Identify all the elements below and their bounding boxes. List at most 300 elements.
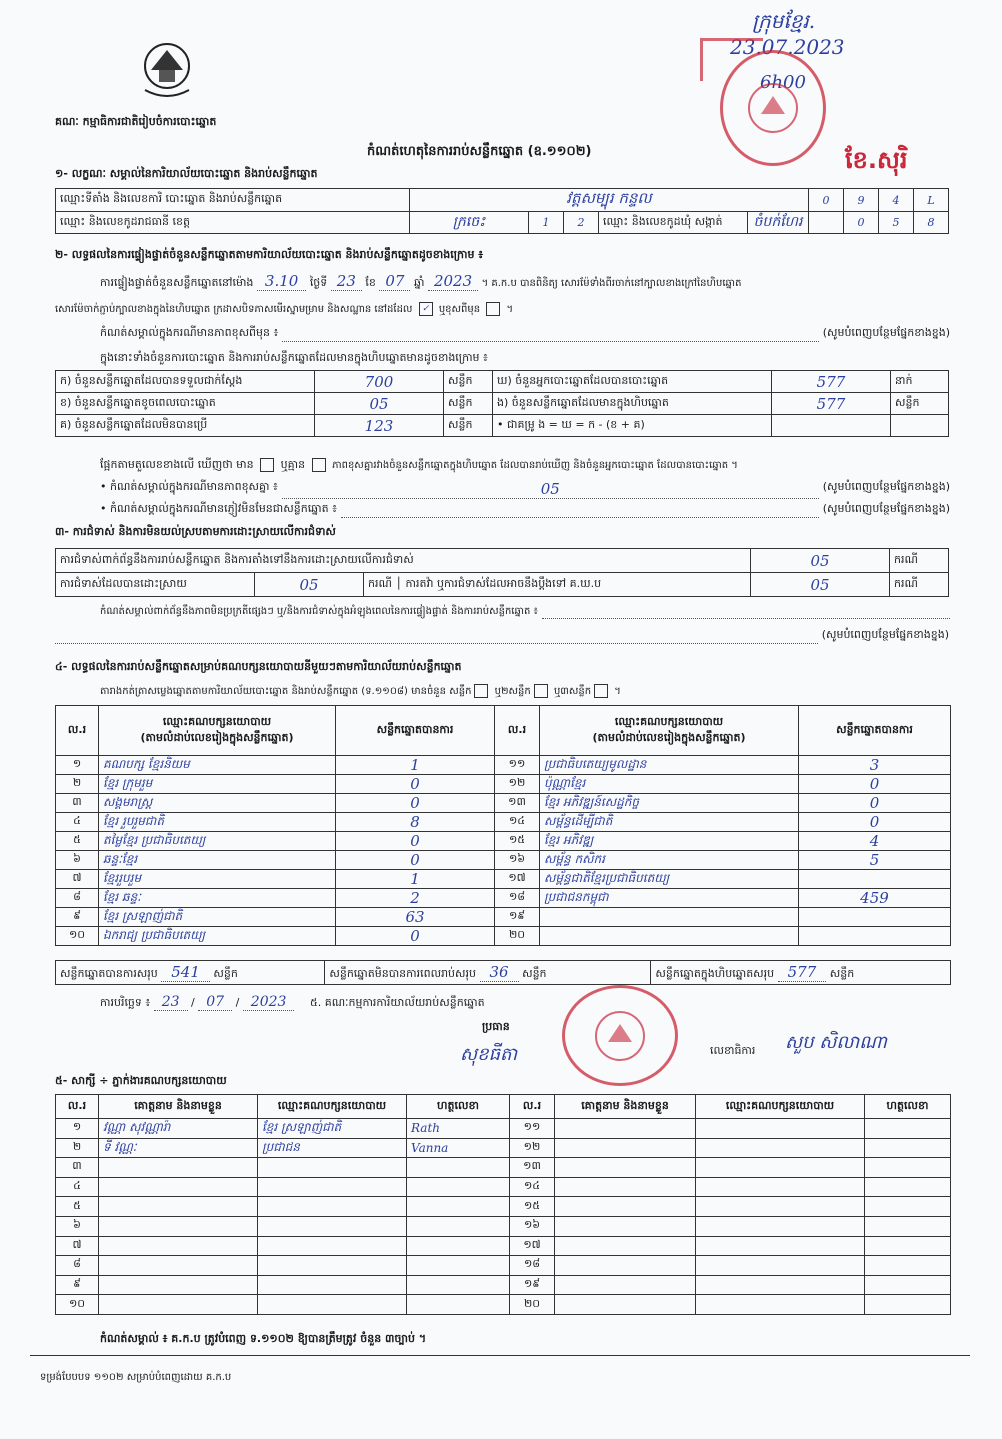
witness-row bbox=[56, 1295, 951, 1315]
sheet-checkbox-2[interactable] bbox=[534, 684, 548, 698]
verify-day: 23 bbox=[331, 272, 362, 291]
results-no: ៥ bbox=[56, 832, 99, 851]
results-votes: 5 bbox=[799, 851, 951, 870]
results-party: គណបក្ស ខ្មែរនិយម bbox=[99, 756, 336, 775]
witness-sign bbox=[407, 1158, 510, 1178]
results-votes: 0 bbox=[336, 794, 495, 813]
appeal-text: ការតវ៉ា ឬការជំទាស់ដែលអាចនឹងប្តឹងទៅ គ.ឃ.ប bbox=[405, 576, 602, 590]
results-row bbox=[56, 813, 951, 832]
results-col-party-title: ឈ្មោះគណបក្សនយោបាយ bbox=[162, 714, 272, 728]
witness-party bbox=[696, 1197, 865, 1217]
objection-value: 05 bbox=[751, 549, 890, 573]
results-votes: 0 bbox=[336, 775, 495, 794]
results-votes: 0 bbox=[336, 927, 495, 946]
witness-col-sign-right: ហត្ថលេខា bbox=[865, 1095, 951, 1119]
results-party: ខ្មែរ រួបរួមជាតិ bbox=[99, 813, 336, 832]
emblem-icon bbox=[137, 40, 197, 104]
witness-col-name-right: គោត្តនាម និងនាមខ្លួន bbox=[555, 1095, 696, 1119]
witness-sign: Rath bbox=[407, 1119, 510, 1139]
count-left-label: ក) ចំនួនសន្លឹកឆ្នោតដែលបានទទួលជាក់ស្តែង bbox=[56, 371, 315, 393]
witness-party bbox=[696, 1177, 865, 1197]
witness-sign bbox=[407, 1275, 510, 1295]
section5-heading: ៥- សាក្សី ÷ ភ្នាក់ងារគណបក្សនយោបាយ bbox=[55, 1074, 227, 1087]
chair-name: សុខធីតា bbox=[460, 1044, 518, 1065]
witness-party bbox=[258, 1295, 407, 1315]
witness-party bbox=[696, 1256, 865, 1276]
total-invalid: 36 bbox=[480, 963, 519, 982]
witness-col-party-right: ឈ្មោះគណបក្សនយោបាយ bbox=[696, 1095, 865, 1119]
count-right-label: • ជាគម្រូ ង = ឃ = ក - (ខ + គ) bbox=[493, 415, 772, 437]
results-col-votes-right: សន្លឹកឆ្នោតបានការ bbox=[799, 706, 951, 756]
section5-note: កំណត់សម្គាល់ ៖ គ.ក.ប ត្រូវបំពេញ ទ.១១០២ ឱ្យបានត្រឹមត្រូវ ចំនួន ៣ច្បាប់ ។ bbox=[100, 1332, 427, 1345]
witness-sign bbox=[865, 1138, 951, 1158]
results-no: ១០ bbox=[56, 927, 99, 946]
receipt-date: 23.07.2023 bbox=[730, 35, 845, 59]
witness-no: ១ bbox=[56, 1119, 99, 1139]
results-row bbox=[56, 927, 951, 946]
check-row bbox=[100, 458, 738, 474]
results-party: ប្រជាជនកម្ពុជា bbox=[540, 889, 799, 908]
results-party bbox=[540, 927, 799, 946]
witness-party bbox=[258, 1216, 407, 1236]
section4-intro: តារាងកត់ត្រាសម្លេងឆ្នោតតាមការិយាល័យបោះឆ្នោត និងរាប់សន្លឹកឆ្នោត (ទ.១១០៨) មានចំនួន bbox=[100, 686, 447, 697]
results-row bbox=[56, 851, 951, 870]
results-votes: 63 bbox=[336, 908, 495, 927]
province-value: ក្រចេះ bbox=[410, 212, 529, 234]
results-votes: 0 bbox=[799, 794, 951, 813]
results-party: ខ្មែររួបរួម bbox=[99, 870, 336, 889]
verify-month: 07 bbox=[379, 272, 410, 291]
total-valid-unit: សន្លឹក bbox=[213, 966, 238, 980]
results-col-party-sub-right: (តាមលំដាប់លេខរៀងក្នុងសន្លឹកឆ្នោត) bbox=[592, 730, 746, 744]
results-col-no-right: ល.រ bbox=[495, 706, 540, 756]
count-right-unit: សន្លឹក bbox=[891, 393, 949, 415]
witness-no: ១៨ bbox=[510, 1256, 555, 1276]
results-votes: 3 bbox=[799, 756, 951, 775]
witness-name bbox=[555, 1236, 696, 1256]
verify-line bbox=[100, 272, 741, 292]
results-no: ១៤ bbox=[495, 813, 540, 832]
witness-row bbox=[56, 1236, 951, 1256]
results-votes: 0 bbox=[799, 813, 951, 832]
signed-month: 07 bbox=[198, 994, 232, 1011]
witness-name bbox=[555, 1216, 696, 1236]
witness-no: ១៤ bbox=[510, 1177, 555, 1197]
check-same-label: ឬគ្មាន bbox=[280, 458, 306, 471]
count-left-unit: សន្លឹក bbox=[444, 415, 493, 437]
section3-note-hint: (សូមបំពេញបន្ថែមផ្នែកខាងខ្នង) bbox=[821, 628, 949, 641]
results-party: សម្ព័ន្ធដើម្បីជាតិ bbox=[540, 813, 799, 832]
witness-row bbox=[56, 1158, 951, 1178]
results-party: ឆន្ទៈខ្មែរ bbox=[99, 851, 336, 870]
total-invalid-cell bbox=[325, 961, 651, 985]
witness-party bbox=[258, 1158, 407, 1178]
witness-name bbox=[555, 1256, 696, 1276]
witness-no: ១៦ bbox=[510, 1216, 555, 1236]
section3-heading: ៣- ការជំទាស់ និងការមិនយល់ស្របតាមការដោះស្រាយលើការជំទាស់ bbox=[55, 525, 336, 538]
form-title: កំណត់ហេតុនៃការរាប់សន្លឹកឆ្នោត (ឧ.១១០២) bbox=[367, 144, 592, 159]
results-party: សង្គមរាស្ត្រ bbox=[99, 794, 336, 813]
appeal-value: 05 bbox=[751, 573, 890, 597]
witness-row bbox=[56, 1256, 951, 1276]
signed-committee: ៥. គណៈកម្មការការិយាល័យរាប់សន្លឹកឆ្នោត bbox=[309, 996, 485, 1009]
witness-no: ៣ bbox=[56, 1158, 99, 1178]
appeal-unit: ករណី bbox=[890, 573, 949, 597]
witness-row bbox=[56, 1138, 951, 1158]
results-col-no: ល.រ bbox=[56, 706, 99, 756]
province-digit: 1 bbox=[529, 212, 564, 234]
results-party: ប្រជាធិបតេយ្យមូលដ្ឋាន bbox=[540, 756, 799, 775]
witness-party bbox=[258, 1256, 407, 1276]
witness-no: ៨ bbox=[56, 1256, 99, 1276]
sheet-opt3: ឬ៣សន្លឹក bbox=[553, 686, 592, 697]
witness-name bbox=[99, 1177, 258, 1197]
results-votes: 0 bbox=[336, 851, 495, 870]
witness-sign bbox=[865, 1216, 951, 1236]
note3-hint: (សូមបំពេញបន្ថែមផ្នែកខាងខ្នង) bbox=[822, 502, 950, 515]
appeal-label: ករណី │ ការតវ៉ា ឬការជំទាស់ដែលអាចនឹងប្តឹងទៅ គ.ឃ.ប bbox=[364, 573, 751, 597]
note3-row bbox=[100, 502, 950, 518]
count-left-label: ខ) ចំនួនសន្លឹកឆ្នោតខូចពេលបោះឆ្នោត bbox=[56, 393, 315, 415]
results-party: ខ្មែរ ក្រុមរួម bbox=[99, 775, 336, 794]
results-no: ៩ bbox=[56, 908, 99, 927]
no-diff-checkbox[interactable] bbox=[312, 458, 326, 472]
witness-no: ១៧ bbox=[510, 1236, 555, 1256]
receipt-time: 6h00 bbox=[760, 72, 806, 93]
witness-table bbox=[55, 1094, 951, 1315]
witness-no: ១៥ bbox=[510, 1197, 555, 1217]
witness-col-sign: ហត្ថលេខា bbox=[407, 1095, 510, 1119]
witness-col-no-right: ល.រ bbox=[510, 1095, 555, 1119]
commune-value: ចំបក់ហែរ bbox=[748, 212, 809, 234]
verify-year-label: ឆ្នាំ bbox=[413, 276, 425, 289]
witness-col-party: ឈ្មោះគណបក្សនយោបាយ bbox=[258, 1095, 407, 1119]
results-col-votes: សន្លឹកឆ្នោតបានការ bbox=[336, 706, 495, 756]
witness-row bbox=[56, 1275, 951, 1295]
witness-name bbox=[555, 1275, 696, 1295]
witness-party bbox=[696, 1138, 865, 1158]
witness-party bbox=[696, 1216, 865, 1236]
results-no: ២ bbox=[56, 775, 99, 794]
results-votes bbox=[799, 870, 951, 889]
witness-name bbox=[99, 1295, 258, 1315]
results-no: ១២ bbox=[495, 775, 540, 794]
section4-heading: ៤- លទ្ធផលនៃការរាប់សន្លឹកឆ្នោតសម្រាប់គណបក្សនយោបាយនីមួយៗតាមការិយាល័យរាប់សន្លឹកឆ្នោត bbox=[55, 660, 462, 673]
count-row bbox=[56, 393, 949, 415]
results-no: ១១ bbox=[495, 756, 540, 775]
count-left-unit: សន្លឹក bbox=[444, 393, 493, 415]
witness-party bbox=[258, 1177, 407, 1197]
results-party: តម្លៃខ្មែរ ប្រជាធិបតេយ្យ bbox=[99, 832, 336, 851]
commune-digit: 5 bbox=[879, 212, 914, 234]
commune-digit: 8 bbox=[914, 212, 949, 234]
results-votes: 4 bbox=[799, 832, 951, 851]
total-box-label: សន្លឹកឆ្នោតក្នុងហិបឆ្នោតសរុប bbox=[655, 966, 775, 980]
sheet-opt1: សន្លឹក bbox=[449, 686, 472, 697]
results-no: ៦ bbox=[56, 851, 99, 870]
results-col-party-title-right: ឈ្មោះគណបក្សនយោបាយ bbox=[614, 714, 724, 728]
witness-sign bbox=[865, 1197, 951, 1217]
witness-party bbox=[258, 1236, 407, 1256]
witness-sign: Vanna bbox=[407, 1138, 510, 1158]
section3-table bbox=[55, 548, 949, 597]
witness-sign bbox=[865, 1256, 951, 1276]
committee-name: គណៈ កម្មាធិការជាតិរៀបចំការបោះឆ្នោត bbox=[55, 115, 217, 128]
witness-name bbox=[99, 1197, 258, 1217]
note2-hint: (សូមបំពេញបន្ថែមផ្នែកខាងខ្នង) bbox=[822, 480, 950, 493]
witness-name: វណ្ណា សុវណ្ណារ៉ា bbox=[99, 1119, 258, 1139]
witness-sign bbox=[865, 1295, 951, 1315]
total-valid-cell bbox=[56, 961, 325, 985]
results-no: ១៨ bbox=[495, 889, 540, 908]
results-votes bbox=[799, 927, 951, 946]
results-no: ២០ bbox=[495, 927, 540, 946]
results-votes: 8 bbox=[336, 813, 495, 832]
diff-checkbox[interactable] bbox=[486, 302, 500, 316]
results-votes: 1 bbox=[336, 756, 495, 775]
count-row bbox=[56, 371, 949, 393]
witness-sign bbox=[865, 1119, 951, 1139]
note2-row bbox=[100, 480, 950, 499]
results-no: ១៥ bbox=[495, 832, 540, 851]
count-left-value: 123 bbox=[315, 415, 444, 437]
witness-row bbox=[56, 1216, 951, 1236]
resolved-label: ការជំទាស់ដែលបានដោះស្រាយ bbox=[56, 573, 255, 597]
footer-divider bbox=[30, 1355, 970, 1356]
total-box-cell bbox=[651, 961, 951, 985]
receipt-label: ក្រុមខ្មែរ. bbox=[752, 9, 816, 33]
section3-note-row2 bbox=[55, 628, 949, 644]
witness-name bbox=[99, 1158, 258, 1178]
results-party: ប៉ុណ្ណាខ្មែរ bbox=[540, 775, 799, 794]
witness-sign bbox=[865, 1177, 951, 1197]
witness-name bbox=[99, 1256, 258, 1276]
total-invalid-unit: សន្លឹក bbox=[522, 966, 547, 980]
results-party: សម្ព័ន្ធជាតិខ្មែរប្រជាធិបតេយ្យ bbox=[540, 870, 799, 889]
count-right-label: ឃ) ចំនួនអ្នកបោះឆ្នោតដែលបានបោះឆ្នោត bbox=[493, 371, 772, 393]
witness-sign bbox=[865, 1275, 951, 1295]
results-row bbox=[56, 908, 951, 927]
witness-col-no: ល.រ bbox=[56, 1095, 99, 1119]
section2-heading: ២- លទ្ធផលនៃការផ្ទៀងផ្ទាត់ចំនួនសន្លឹកឆ្នោតតាមការិយាល័យបោះឆ្នោត និងរាប់សន្លឹកឆ្នោតដូចខាងក្រោម ៖ bbox=[55, 248, 484, 261]
witness-party bbox=[696, 1119, 865, 1139]
results-party: ខ្មែរ អភិវឌ្ឍ bbox=[540, 832, 799, 851]
verify-diff-label: ឬខុសពីមុន bbox=[438, 304, 481, 315]
witness-party bbox=[258, 1275, 407, 1295]
results-col-party-sub: (តាមលំដាប់លេខរៀងក្នុងសន្លឹកឆ្នោត) bbox=[140, 730, 294, 744]
verify-text2: ។ គ.ក.ប បានពិនិត្យ សោរម៉ែទាំងពីរចាក់នៅក្បាលខាងក្រៅនៃហិបឆ្នោត bbox=[481, 278, 742, 289]
results-no: ១៣ bbox=[495, 794, 540, 813]
witness-party bbox=[696, 1275, 865, 1295]
witness-party bbox=[258, 1197, 407, 1217]
total-valid-label: សន្លឹកឆ្នោតបានការសរុប bbox=[60, 966, 158, 980]
witness-sign bbox=[407, 1256, 510, 1276]
witness-no: ៦ bbox=[56, 1216, 99, 1236]
note2-label: • កំណត់សម្គាល់ក្នុងករណីមានភាពខុសគ្នា ៖ bbox=[100, 480, 278, 493]
verify-line2-row: សោរម៉ែចាក់ភ្ជាប់ក្បាលខាងក្នុងនៃហិបឆ្នោត ក្រដាសបិទភាសមើរស្នាមម្រាម និងសណ្ឋាន នៅដដែល ✓ ឬខុសពីមុន ។ bbox=[55, 304, 514, 315]
witness-no: ២ bbox=[56, 1138, 99, 1158]
witness-no: ៧ bbox=[56, 1236, 99, 1256]
results-row bbox=[56, 794, 951, 813]
witness-no: ៩ bbox=[56, 1275, 99, 1295]
count-left-unit: សន្លឹក bbox=[444, 371, 493, 393]
results-no: ១៦ bbox=[495, 851, 540, 870]
witness-name: ទី វណ្ណៈ bbox=[99, 1138, 258, 1158]
witness-name bbox=[555, 1197, 696, 1217]
same-checkbox[interactable]: ✓ bbox=[419, 302, 433, 316]
results-party bbox=[540, 908, 799, 927]
count-right-value: 577 bbox=[772, 393, 891, 415]
sheet-opt2: ឬ២សន្លឹក bbox=[494, 686, 531, 697]
witness-row bbox=[56, 1197, 951, 1217]
results-row bbox=[56, 889, 951, 908]
sheet-checkbox-1[interactable] bbox=[474, 684, 488, 698]
total-invalid-label: សន្លឹកឆ្នោតមិនបានការពេលរាប់សរុប bbox=[329, 966, 476, 980]
witness-no: ១១ bbox=[510, 1119, 555, 1139]
counts-table bbox=[55, 370, 949, 437]
witness-sign bbox=[407, 1295, 510, 1315]
count-row bbox=[56, 415, 949, 437]
stamp-frame bbox=[700, 38, 763, 81]
signed-day: 23 bbox=[154, 994, 188, 1011]
witness-name bbox=[555, 1138, 696, 1158]
witness-no: ២០ bbox=[510, 1295, 555, 1315]
receipt-province: ខែ.សុរិ bbox=[845, 146, 908, 174]
note2-value: 05 bbox=[282, 480, 819, 499]
footer-text: ទម្រង់បែបបទ ១១០២ សម្រាប់បំពេញដោយ គ.ក.ប bbox=[40, 1372, 232, 1383]
secretary-name: សួប សិលាណា bbox=[785, 1032, 887, 1053]
results-no: ១ bbox=[56, 756, 99, 775]
results-row bbox=[56, 870, 951, 889]
chair-label: ប្រធាន bbox=[482, 1020, 510, 1033]
results-party: ឯករាជ្យ ប្រជាធិបតេយ្យ bbox=[99, 927, 336, 946]
section3-note-line2 bbox=[55, 628, 818, 644]
location-value: វត្តសម្បុរ កន្ទល bbox=[410, 189, 809, 212]
count-right-value: 577 bbox=[772, 371, 891, 393]
signed-label: ការបរិច្ឆេទ ៖ bbox=[100, 996, 151, 1009]
results-party: ខ្មែរ ឆន្ទៈ bbox=[99, 889, 336, 908]
location-digit: 9 bbox=[844, 189, 879, 212]
witness-party: ប្រជាជន bbox=[258, 1138, 407, 1158]
secretary-label: លេខាធិការ bbox=[710, 1044, 756, 1057]
witness-no: ១៩ bbox=[510, 1275, 555, 1295]
witness-name bbox=[555, 1158, 696, 1178]
results-no: ៤ bbox=[56, 813, 99, 832]
results-party: សម្ព័ន្ធ កសិករ bbox=[540, 851, 799, 870]
total-box-unit: សន្លឹក bbox=[829, 966, 855, 980]
witness-name bbox=[99, 1216, 258, 1236]
verify-month-label: ខែ bbox=[365, 276, 376, 289]
verify-text: ការផ្ទៀងផ្ទាត់ចំនួនសន្លឹកឆ្នោតនៅម៉ោង bbox=[100, 276, 254, 289]
witness-party: ខ្មែរ ស្រឡាញ់ជាតិ bbox=[258, 1119, 407, 1139]
witness-row bbox=[56, 1119, 951, 1139]
count-left-label: គ) ចំនួនសន្លឹកឆ្នោតដែលមិនបានប្រើ bbox=[56, 415, 315, 437]
results-no: ៨ bbox=[56, 889, 99, 908]
verify-year: 2023 bbox=[428, 272, 478, 291]
witness-party bbox=[696, 1158, 865, 1178]
resolved-unit: ករណី bbox=[368, 576, 392, 590]
note3-line bbox=[341, 502, 819, 518]
section3-note-line bbox=[542, 604, 950, 619]
count-right-unit: នាក់ bbox=[891, 371, 949, 393]
commune-digit: 0 bbox=[844, 212, 879, 234]
results-votes bbox=[799, 908, 951, 927]
witness-col-name: គោត្តនាម និងនាមខ្លួន bbox=[99, 1095, 258, 1119]
commune-digit-blank bbox=[809, 212, 844, 234]
witness-no: ៤ bbox=[56, 1177, 99, 1197]
witness-name bbox=[99, 1236, 258, 1256]
results-party: ខ្មែរ ស្រឡាញ់ជាតិ bbox=[99, 908, 336, 927]
witness-row bbox=[56, 1177, 951, 1197]
section3-note-row bbox=[100, 604, 950, 619]
witness-no: ១០ bbox=[56, 1295, 99, 1315]
note3-label: • កំណត់សម្គាល់ក្នុងករណីមានភ្ញៀវមិនមែនជាសន្លឹកឆ្នោត ៖ bbox=[100, 502, 337, 515]
note-row bbox=[100, 326, 950, 342]
results-col-party bbox=[99, 706, 336, 756]
has-diff-checkbox[interactable] bbox=[260, 458, 274, 472]
sheet-checkbox-3[interactable] bbox=[594, 684, 608, 698]
count-left-value: 700 bbox=[315, 371, 444, 393]
witness-party bbox=[696, 1295, 865, 1315]
count-left-value: 05 bbox=[315, 393, 444, 415]
results-votes: 1 bbox=[336, 870, 495, 889]
witness-name bbox=[555, 1177, 696, 1197]
results-votes: 0 bbox=[799, 775, 951, 794]
section1-table bbox=[55, 188, 949, 234]
witness-sign bbox=[407, 1216, 510, 1236]
section1-heading: ១- លក្ខណៈ សម្គាល់នៃការិយាល័យបោះឆ្នោត និងរាប់សន្លឹកឆ្នោត bbox=[55, 167, 318, 180]
check-text: ផ្អែកតាមតួលេខខាងលើ ឃើញថា មាន bbox=[100, 458, 254, 471]
witness-sign bbox=[407, 1236, 510, 1256]
witness-party bbox=[696, 1236, 865, 1256]
results-votes: 0 bbox=[336, 832, 495, 851]
resolved-value: 05 bbox=[255, 573, 364, 597]
location-digit: 4 bbox=[879, 189, 914, 212]
results-no: ១៧ bbox=[495, 870, 540, 889]
province-label: ឈ្មោះ និងលេខកូដរាជធានី ខេត្ត bbox=[56, 212, 410, 234]
commune-label: ឈ្មោះ និងលេខកូដឃុំ សង្កាត់ bbox=[599, 212, 748, 234]
section4-intro-row: តារាងកត់ត្រាសម្លេងឆ្នោតតាមការិយាល័យបោះឆ្នោត និងរាប់សន្លឹកឆ្នោត (ទ.១១០៨) មានចំនួន សន្លឹក ឬ២សន្លឹក ឬ៣សន្លឹក ។ bbox=[100, 686, 621, 697]
section3-note-label: កំណត់សម្គាល់ពាក់ព័ន្ធនឹងភាពមិនប្រក្រតីផ្សេងៗ ឬ/និងការជំទាស់ក្នុងអំឡុងពេលនៃការផ្ទៀងផ្ទាត់ និងការរាប់សន្លឹកឆ្នោត ៖ bbox=[100, 606, 538, 617]
province-digit: 2 bbox=[564, 212, 599, 234]
location-digit: 0 bbox=[809, 189, 844, 212]
witness-name bbox=[99, 1275, 258, 1295]
objection-unit: ករណី bbox=[890, 549, 949, 573]
results-party: ខ្មែរ អភិវឌ្ឍន៍សេដ្ឋកិច្ច bbox=[540, 794, 799, 813]
total-valid: 541 bbox=[161, 963, 210, 982]
location-digit: L bbox=[914, 189, 949, 212]
witness-name bbox=[555, 1119, 696, 1139]
signed-year: 2023 bbox=[243, 994, 295, 1011]
note-label: កំណត់សម្គាល់ក្នុងករណីមានភាពខុសពីមុន ៖ bbox=[100, 326, 279, 339]
counts-intro: ក្នុងនោះទាំងចំនួនការបោះឆ្នោត និងការរាប់សន្លឹកឆ្នោតដែលមានក្នុងហិបឆ្នោតមានដូចខាងក្រោម ៖ bbox=[100, 351, 488, 364]
results-col-party-right bbox=[540, 706, 799, 756]
check-text2: ភាពខុសគ្នារវាងចំនួនសន្លឹកឆ្នោតក្នុងហិបឆ្នោត ដែលបានរាប់ឃើញ និងចំនួនអ្នកបោះឆ្នោត ដែលបានបោះឆ្នោត ។ bbox=[332, 460, 738, 471]
results-votes: 2 bbox=[336, 889, 495, 908]
total-box: 577 bbox=[778, 963, 827, 982]
witness-sign bbox=[865, 1236, 951, 1256]
verify-line2: សោរម៉ែចាក់ភ្ជាប់ក្បាលខាងក្នុងនៃហិបឆ្នោត ក្រដាសបិទភាសមើរស្នាមម្រាម និងសណ្ឋាន នៅដដែល bbox=[55, 304, 413, 315]
witness-no: ៥ bbox=[56, 1197, 99, 1217]
results-row bbox=[56, 832, 951, 851]
count-right-value bbox=[772, 415, 891, 437]
witness-sign bbox=[865, 1158, 951, 1178]
witness-name bbox=[555, 1295, 696, 1315]
results-table bbox=[55, 705, 951, 946]
witness-no: ១២ bbox=[510, 1138, 555, 1158]
objection-label: ការជំទាស់ពាក់ព័ន្ធនឹងការរាប់សន្លឹកឆ្នោត និងការតាំងទៅនឹងការដោះស្រាយលើការជំទាស់ bbox=[56, 549, 751, 573]
verify-hour: 3.10 bbox=[257, 272, 306, 291]
